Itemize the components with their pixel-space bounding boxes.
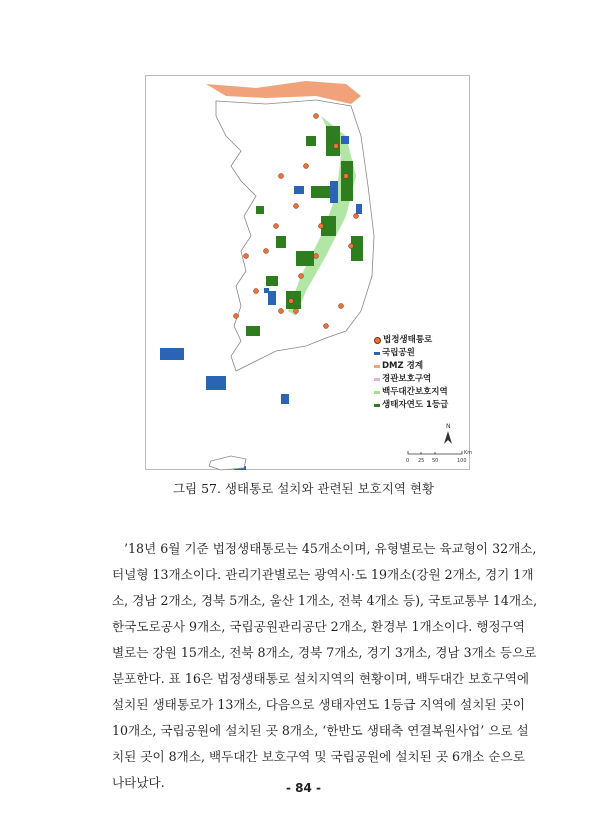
legend-label: 생태자연도 1등급 [382, 400, 449, 410]
map-legend [374, 334, 448, 412]
legend-item [374, 386, 448, 399]
legend-label: DMZ 경계 [382, 361, 424, 371]
legend-item [374, 360, 448, 373]
line-swatch-icon [374, 378, 380, 381]
paragraph-line: 치된 곳이 8개소, 백두대간 보호구역 및 국립공원에 설치된 곳 6개소 순으로 [112, 749, 525, 764]
scale-tick: 100 [457, 458, 467, 464]
scale-tick: 0 [406, 458, 410, 464]
paragraph-line: 한국도로공사 9개소, 국립공원관리공단 2개소, 환경부 1개소이다. 행정구역 [112, 619, 525, 634]
legend-item [374, 347, 448, 360]
paragraph-line: 터널형 13개소이다. 관리기관별로는 광역시·도 19개소(강원 2개소, 경기 1개 [112, 567, 534, 582]
legend-label: 백두대간보호지역 [382, 387, 448, 397]
scale-tick: 25 [418, 458, 425, 464]
paragraph-line: 10개소, 국립공원에 설치된 곳 8개소, ‘한반도 생태축 연결복원사업’ 으로 설 [112, 723, 529, 738]
scale-tick: 50 [432, 458, 439, 464]
paragraph-line: 설치된 생태통로가 13개소, 다음으로 생태자연도 1등급 지역에 설치된 곳이 [112, 697, 525, 712]
legend-item [374, 373, 448, 386]
paragraph-line: 분포한다. 표 16은 법정생태통로 설치지역의 현황이며, 백두대간 보호구역에 [112, 671, 530, 686]
legend-item [374, 399, 448, 412]
protected-area-map-figure [145, 75, 473, 470]
scale-unit: Km [464, 450, 473, 456]
scale-bar [408, 451, 462, 454]
legend-label: 법정생태통로 [383, 335, 433, 345]
dmz-boundary [206, 81, 361, 104]
mainland-outline [216, 100, 374, 371]
north-arrow-icon [444, 431, 452, 444]
jeju-island [209, 456, 246, 470]
line-swatch-icon [374, 365, 380, 368]
north-arrow-label: N [446, 423, 451, 430]
paragraph-line: 별로는 강원 15개소, 전북 8개소, 경북 7개소, 경기 3개소, 경남 3개소 등으로 [112, 645, 537, 660]
paragraph-line: 소, 경남 2개소, 경북 5개소, 울산 1개소, 전북 4개소 등), 국토교통부 14개소, [112, 593, 538, 608]
figure-caption: 그림 57. 생태통로 설치와 관련된 보호지역 현황 [172, 481, 435, 496]
line-swatch-icon [374, 391, 380, 394]
legend-label: 경관보호구역 [382, 374, 432, 384]
legend-item [374, 334, 448, 347]
body-paragraph [112, 539, 538, 799]
page-number: - 84 - [285, 781, 321, 795]
circle-marker-icon [374, 337, 381, 344]
paragraph-line: 나타났다. [112, 775, 165, 790]
paragraph-line: ’18년 6월 기준 법정생태통로는 45개소이며, 유형별로는 육교형이 32개소, [124, 541, 537, 556]
line-swatch-icon [374, 352, 380, 355]
legend-label: 국립공원 [382, 348, 415, 358]
line-swatch-icon [374, 404, 380, 407]
